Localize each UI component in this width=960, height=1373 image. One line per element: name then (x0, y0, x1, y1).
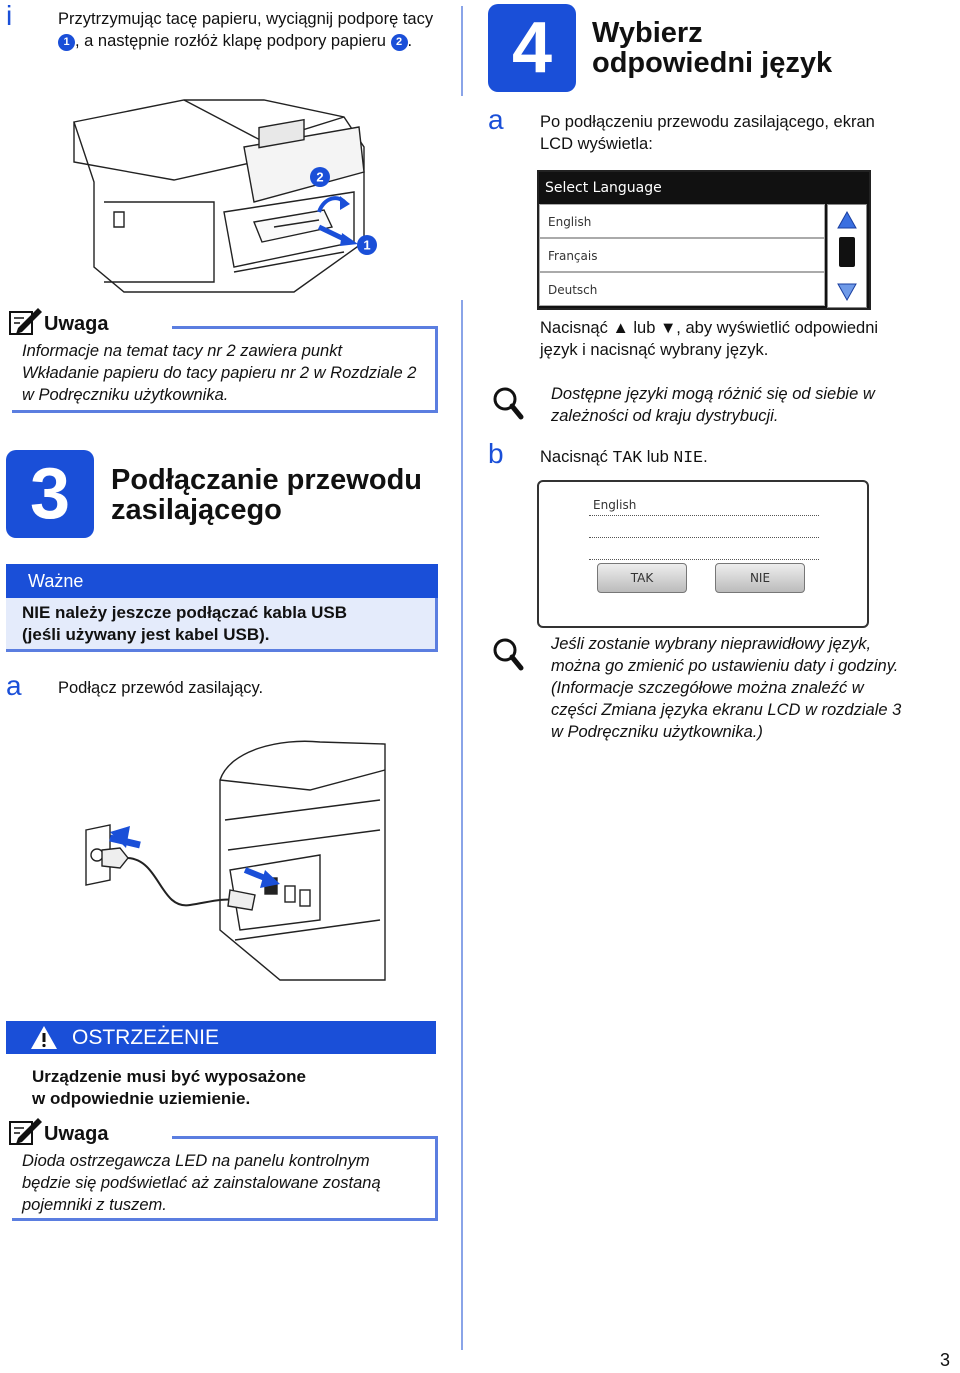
printer-tray-illustration (64, 92, 444, 297)
dotted-line-1 (589, 515, 819, 516)
lcd-option-english[interactable]: English (539, 204, 825, 238)
step-a-left-text: Podłącz przewód zasilający. (58, 679, 264, 697)
column-divider (461, 300, 463, 1350)
step-3-title (111, 465, 422, 525)
badge-2: 2 (391, 34, 408, 51)
note-1-rule-right (435, 326, 438, 412)
step-4-title (592, 18, 832, 78)
important-heading: Ważne (28, 571, 84, 591)
step-i-text-1: Przytrzymując tacę papieru, wyciągnij podporę tacy (58, 10, 434, 28)
important-body-line-2: (jeśli używany jest kabel USB). (22, 625, 270, 644)
page-number: 3 (940, 1350, 951, 1370)
step-b-key-yes: TAK (612, 448, 643, 467)
callout-1: 1 (363, 237, 371, 253)
step-a-right-text: Po podłączeniu przewodu zasilającego, ekran LCD wyświetla: (540, 113, 875, 153)
magnifier-hint-icon (492, 637, 524, 671)
note-1-body: Informacje na temat tacy nr 2 zawiera punkt Wkładanie papieru do tacy papieru nr 2 w Rozdziale 2 w Podręczniku użytkownika. (22, 342, 417, 404)
warning-heading: OSTRZEŻENIE (72, 1026, 220, 1049)
step-a-right-marker: a (488, 104, 504, 135)
step-3-title-line-1: Podłączanie przewodu (111, 464, 422, 496)
lcd-2-line: English (593, 498, 637, 512)
hint-2-text: Jeśli zostanie wybrany nieprawidłowy język, można go zmienić po ustawieniu daty i godziny. (Informacje szczegółowe można znaleźć w części Zmiana języka ekranu LCD w rozdziale 3 w Podręczniku użytkownika.) (551, 635, 902, 741)
step-i-text-3: . (407, 32, 413, 50)
step-4-title-line-2: odpowiedni język (592, 47, 833, 79)
scroll-down-arrow-icon[interactable] (837, 283, 857, 301)
important-box (6, 564, 438, 652)
step-3-number-box (6, 450, 94, 538)
step-b-key-no: NIE (673, 448, 704, 467)
dotted-line-2 (589, 537, 819, 538)
lcd-option-francais[interactable]: Français (539, 238, 825, 272)
note-2-body: Dioda ostrzegawcza LED na panelu kontrolnym będzie się podświetlać aż zainstalowane zostaną pojemniki z tuszem. (22, 1152, 381, 1214)
scroll-up-arrow-icon[interactable] (837, 211, 857, 229)
step-b-text (540, 446, 708, 469)
note-1-rule-bottom (12, 410, 438, 413)
step-3-title-line-2: zasilającego (111, 494, 282, 526)
step-3-number: 3 (29, 454, 71, 534)
step-4-number-box (488, 4, 576, 92)
power-cord-illustration (80, 730, 390, 990)
step-i-text (58, 8, 448, 52)
column-divider-top (461, 6, 463, 96)
step-4-title-line-1: Wybierz (592, 17, 703, 49)
warning-body-line-2: w odpowiednie uziemienie. (32, 1089, 251, 1108)
important-body-line-1: NIE należy jeszcze podłączać kabla USB (22, 603, 348, 622)
step-4-number: 4 (511, 8, 553, 88)
dotted-line-3 (589, 559, 819, 560)
note-box-2 (6, 1116, 438, 1222)
lcd-1-title: Select Language (545, 180, 662, 196)
warning-body (32, 1066, 306, 1110)
lcd-confirm-language (537, 480, 869, 628)
instruction-1: Nacisnąć ▲ lub ▼, aby wyświetlić odpowiedni język i nacisnąć wybrany język. (540, 319, 879, 359)
note-2-rule-bottom (12, 1218, 438, 1221)
pencil-note-icon (8, 1116, 44, 1146)
note-1-heading: Uwaga (44, 313, 109, 335)
step-b-text-pre: Nacisnąć (540, 448, 613, 466)
tak-button[interactable]: TAK (597, 563, 687, 593)
important-header (6, 564, 438, 598)
note-2-rule-right (435, 1136, 438, 1220)
warning-triangle-icon (30, 1025, 58, 1050)
magnifier-hint-icon (492, 386, 524, 420)
lcd-option-deutsch[interactable]: Deutsch (539, 272, 825, 306)
hint-1-text: Dostępne języki mogą różnić się od siebie w zależności od kraju dystrybucji. (551, 385, 875, 425)
warning-header (6, 1021, 436, 1054)
scroll-thumb[interactable] (839, 237, 855, 267)
badge-1: 1 (58, 34, 75, 51)
note-1-rule (172, 326, 438, 329)
pencil-note-icon (8, 306, 44, 336)
lcd-select-language (537, 170, 871, 310)
note-2-heading: Uwaga (44, 1123, 109, 1145)
lcd-scrollbar[interactable] (827, 204, 867, 308)
important-body (22, 602, 347, 646)
step-i-text-2: , a następnie rozłóż klapę podpory papieru (75, 32, 391, 50)
step-b-text-post: . (703, 448, 708, 466)
nie-button[interactable]: NIE (715, 563, 805, 593)
step-i-marker: i (6, 0, 13, 31)
step-b-text-mid: lub (642, 448, 674, 466)
callout-2: 2 (316, 169, 324, 185)
step-b-marker: b (488, 438, 504, 469)
note-box-1 (6, 306, 438, 414)
note-2-rule (172, 1136, 438, 1139)
warning-body-line-1: Urządzenie musi być wyposażone (32, 1067, 306, 1086)
step-a-left-marker: a (6, 670, 22, 701)
